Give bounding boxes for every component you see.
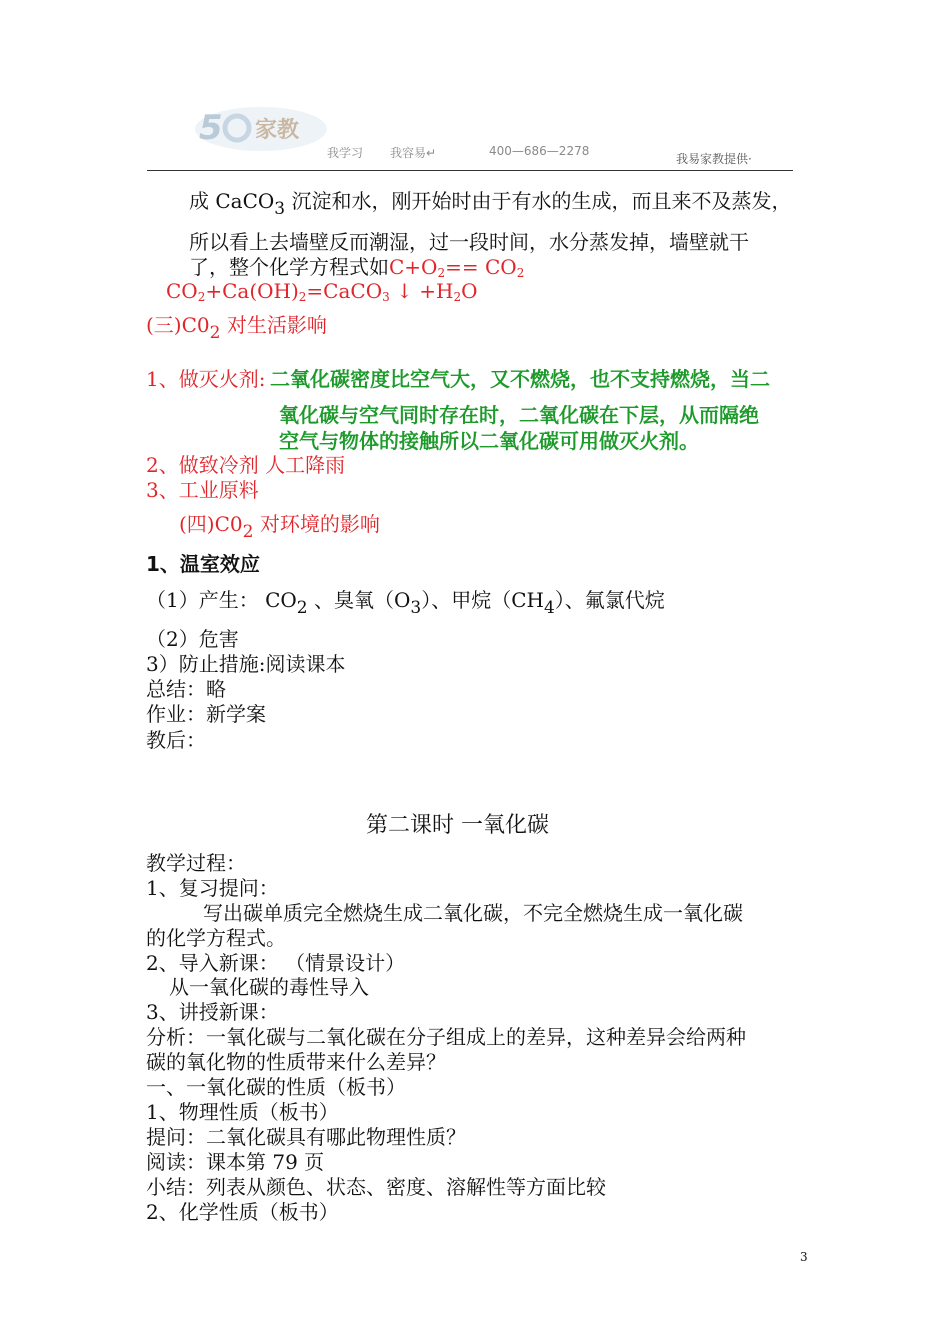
analysis-text-1: 分析：一氧化碳与二氧化碳在分子组成上的差异，这种差异会给两种: [146, 1025, 746, 1049]
process-line: 教学过程：: [146, 851, 246, 875]
properties-heading: 一、一氧化碳的性质（板书）: [146, 1075, 406, 1099]
item-1-text-1: 二氧化碳密度比空气大，又不燃烧，也不支持燃烧，当二: [270, 367, 770, 391]
after-class-line: 教后：: [146, 728, 206, 752]
intro-text: 从一氧化碳的毒性导入: [169, 975, 369, 999]
chemical-properties: 2、化学性质（板书）: [146, 1200, 339, 1224]
header-divider: [147, 170, 793, 171]
page-number: 3: [800, 1250, 808, 1264]
physical-properties: 1、物理性质（板书）: [146, 1100, 339, 1124]
header-slogan-2: 我容易↵: [390, 146, 437, 160]
paragraph-line-2: 所以看上去墙壁反而潮湿，过一段时间，水分蒸发掉，墙壁就干: [189, 230, 749, 254]
site-logo: [193, 99, 329, 155]
section-4-heading: (四)$C0_2$ 对环境的影响: [179, 512, 380, 542]
reading-line: 阅读：课本第 79 页: [146, 1150, 325, 1174]
svg-text:家教: 家教: [255, 118, 300, 143]
produce-line: （1）产生： $CO_2$ 、臭氧$(O_3)$、甲烷$(CH_4)$、氟氯代烷: [146, 588, 665, 618]
header-slogan-1: 我学习: [327, 146, 364, 160]
teach-line: 3、讲授新课：: [146, 1000, 279, 1024]
item-2: 2、做致冷剂 人工降雨: [146, 453, 346, 477]
item-1-label: 1、做灭火剂:: [146, 367, 266, 391]
review-line: 1、复习提问：: [146, 876, 279, 900]
harm-line: （2）危害: [146, 627, 239, 651]
item-1-text-2: 氧化碳与空气同时存在时，二氧化碳在下层，从而隔绝: [279, 403, 759, 427]
equation-line: $CO_2+Ca(OH)_2=CaCO_3$ ↓ $+H_2O$: [166, 279, 478, 304]
svg-text:5: 5: [199, 108, 223, 148]
review-text-1: 写出碳单质完全燃烧生成二氧化碳，不完全燃烧生成一氧化碳: [203, 901, 743, 925]
item-3: 3、工业原料: [146, 478, 259, 502]
review-text-2: 的化学方程式。: [146, 926, 286, 950]
summary-line: 总结：略: [146, 677, 226, 701]
greenhouse-heading: 1、温室效应: [146, 552, 260, 576]
conclusion-line: 小结：列表从颜色、状态、密度、溶解性等方面比较: [146, 1175, 606, 1199]
prevent-line: 3）防止措施:阅读课本: [146, 652, 346, 676]
section-3-heading: (三)$C0_2$ 对生活影响: [146, 313, 327, 343]
paragraph-line-1: 成 CaCO$_3$ 沉淀和水，刚开始时由于有水的生成，而且来不及蒸发，: [189, 189, 792, 219]
analysis-text-2: 碳的氧化物的性质带来什么差异？: [146, 1050, 446, 1074]
lesson-2-title: 第二课时 一氧化碳: [366, 813, 549, 838]
header-provider: 我易家教提供·: [676, 152, 752, 166]
item-1-text-3: 空气与物体的接触所以二氧化碳可用做灭火剂。: [279, 429, 699, 453]
homework-line: 作业：新学案: [146, 702, 266, 726]
header-phone: 400—686—2278: [489, 144, 590, 158]
question-line: 提问：二氧化碳具有哪此物理性质？: [146, 1125, 466, 1149]
paragraph-line-3: 了，整个化学方程式如$C+O_2== CO_2$: [189, 255, 525, 280]
intro-line: 2、导入新课： （情景设计）: [146, 951, 406, 975]
